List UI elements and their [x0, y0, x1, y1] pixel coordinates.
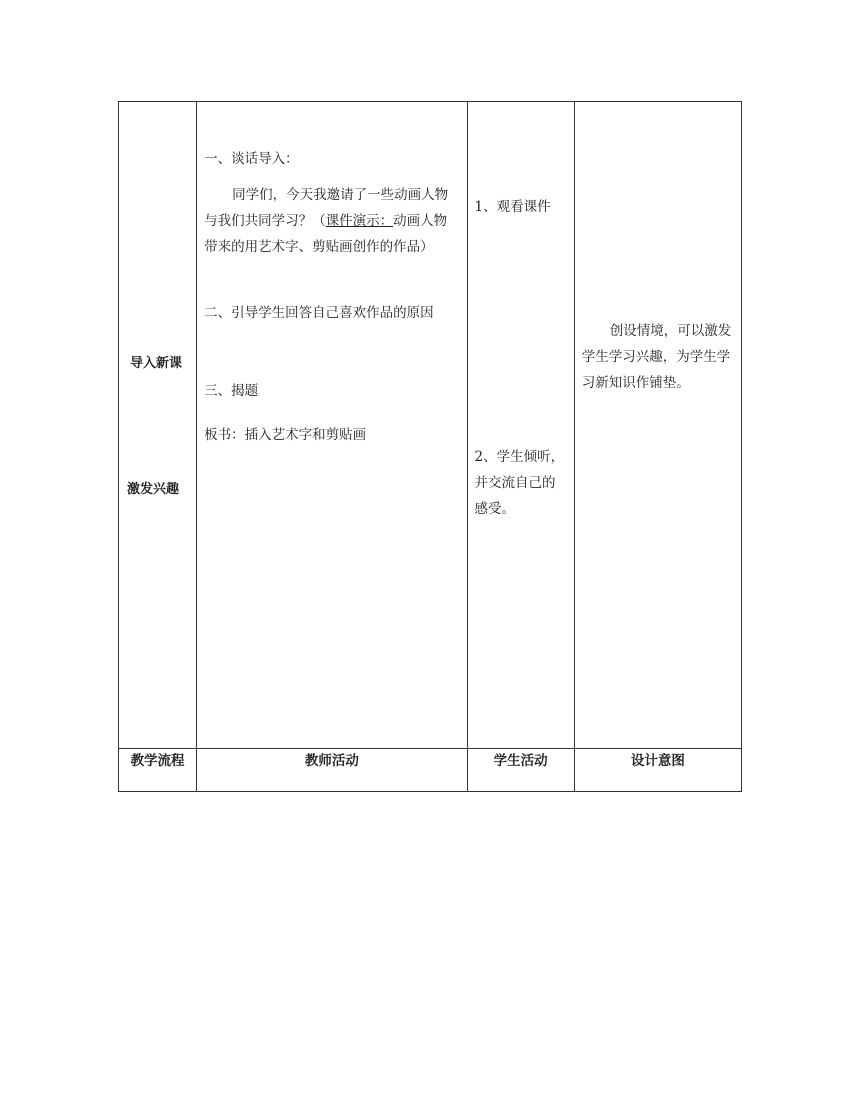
header-student-activity: 学生活动 — [467, 749, 574, 792]
stage-label-1: 导入新课 — [130, 356, 183, 371]
stage-cell — [119, 102, 197, 749]
header-row — [119, 749, 742, 792]
teacher-activity-cell — [197, 102, 467, 749]
content-row — [119, 102, 742, 749]
section-2-title: 二、引导学生回答自己喜欢作品的原因 — [204, 305, 434, 321]
student-activity-1: 1、观看课件 — [474, 199, 551, 215]
design-intent-cell — [574, 102, 741, 749]
section-1-text-b: 动画人物带来的用艺术字、剪贴画创作的作品） — [204, 213, 448, 255]
courseware-link: 课件演示： — [325, 213, 394, 229]
lesson-plan-table — [118, 101, 742, 792]
stage-label-2: 激发兴趣 — [127, 482, 180, 497]
student-activity-cell — [467, 102, 574, 749]
section-1-title: 一、谈话导入： — [204, 151, 299, 167]
section-1-text-a: 同学们，今天我邀请了一些动画人物与我们共同学习？（ — [204, 187, 449, 229]
section-3-title: 三、揭题 — [204, 383, 259, 399]
header-teaching-process: 教学流程 — [119, 749, 197, 792]
design-intent-text: 创设情境，可以激发学生学习兴趣，为学生学习新知识作铺垫。 — [581, 323, 732, 391]
board-writing: 板书：插入艺术字和剪贴画 — [204, 427, 367, 443]
student-activity-2: 2、学生倾听，并交流自己的感受。 — [474, 449, 565, 517]
section-1-paragraph — [204, 182, 460, 260]
header-design-intent: 设计意图 — [574, 749, 741, 792]
header-teacher-activity: 教师活动 — [197, 749, 467, 792]
